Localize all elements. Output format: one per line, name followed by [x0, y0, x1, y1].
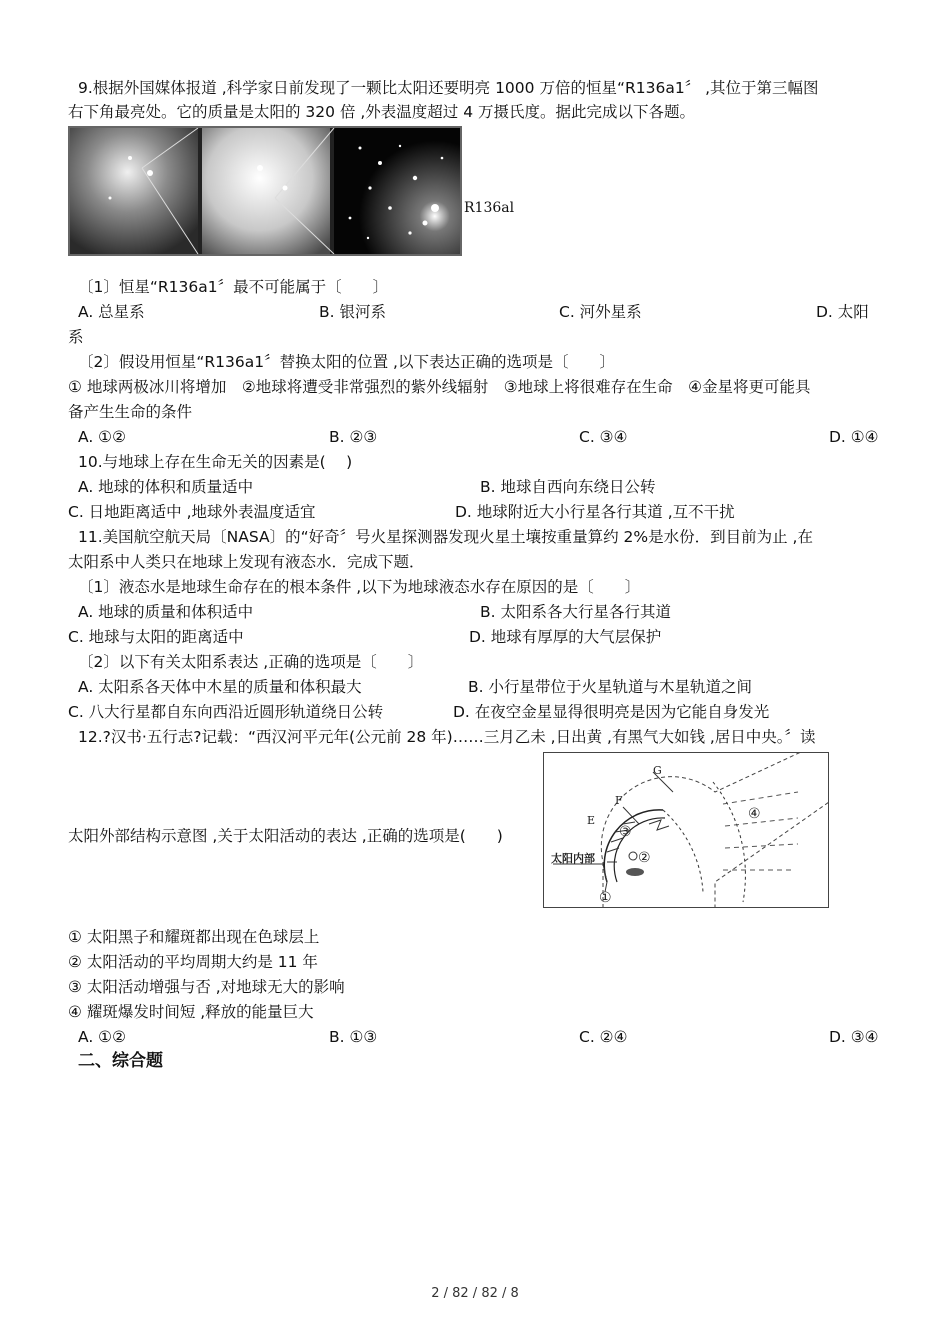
q9-sub1-question: 〔1〕恒星“R136a1〞最不可能属于〔 〕: [78, 278, 389, 296]
q11-sub1-option-b[interactable]: B. 太阳系各大行星各行其道: [480, 603, 671, 621]
q10-option-a[interactable]: A. 地球的体积和质量适中: [78, 478, 254, 496]
q11-sub1-option-c[interactable]: C. 地球与太阳的距离适中: [68, 628, 244, 646]
q9-sub1-option-a[interactable]: A. 总星系: [78, 303, 145, 321]
q9-sub2-option-b[interactable]: B. ②③: [329, 428, 378, 446]
q11-stem-line-2: 太阳系中人类只在地球上发现有液态水．完成下题．: [68, 553, 425, 571]
q11-sub1-option-a[interactable]: A. 地球的质量和体积适中: [78, 603, 254, 621]
q9-sub1-option-d-wrap: 系: [68, 328, 84, 346]
diagram-label-g: G: [653, 764, 662, 777]
q12-statement-3: ③ 太阳活动增强与否 ,对地球无大的影响: [68, 978, 345, 996]
q9-sub1-option-c[interactable]: C. 河外星系: [559, 303, 642, 321]
diagram-label-2: ②: [638, 850, 651, 866]
q11-sub1-option-d[interactable]: D. 地球有厚厚的大气层保护: [469, 628, 662, 646]
q9-sub2-option-a[interactable]: A. ①②: [78, 428, 126, 446]
diagram-label-4: ④: [748, 806, 761, 822]
q10-question: 10.与地球上存在生命无关的因素是( ): [78, 453, 353, 471]
q12-stem-line-1: 12.?汉书·五行志?记载：“西汉河平元年(公元前 28 年)……三月乙未 ,日出黄 ,有黑气大如钱 ,居日中央。〞读: [78, 728, 816, 746]
q9-sub1-option-b[interactable]: B. 银河系: [319, 303, 386, 321]
sun-structure-diagram: [543, 752, 829, 908]
q11-sub2-question: 〔2〕以下有关太阳系表达 ,正确的选项是〔 〕: [78, 653, 424, 671]
photo-panel-2: [202, 128, 330, 254]
photo-star-label: R136al: [464, 200, 515, 216]
diagram-label-e: E: [587, 814, 596, 827]
q12-option-b[interactable]: B. ①③: [329, 1028, 378, 1046]
diagram-label-3: ③: [619, 824, 632, 840]
q9-sub2-statements-line-2: 备产生生命的条件: [68, 403, 193, 421]
q9-sub2-question: 〔2〕假设用恒星“R136a1〞替换太阳的位置 ,以下表达正确的选项是〔 〕: [78, 353, 615, 371]
q9-sub2-option-d[interactable]: D. ①④: [829, 428, 879, 446]
photo-panel-3: [334, 128, 460, 254]
q10-option-c[interactable]: C. 日地距离适中 ,地球外表温度适宜: [68, 503, 316, 521]
q12-statement-2: ② 太阳活动的平均周期大约是 11 年: [68, 953, 318, 971]
q11-sub2-option-c[interactable]: C. 八大行星都自东向西沿近圆形轨道绕日公转: [68, 703, 384, 721]
q9-sub1-option-d[interactable]: D. 太阳: [816, 303, 869, 321]
q12-statement-4: ④ 耀斑爆发时间短 ,释放的能量巨大: [68, 1003, 314, 1021]
star-field-photo: [68, 126, 462, 256]
q12-option-a[interactable]: A. ①②: [78, 1028, 126, 1046]
section-title: 二、综合题: [78, 1051, 163, 1071]
photo-panel-1: [70, 128, 198, 254]
q12-option-c[interactable]: C. ②④: [579, 1028, 628, 1046]
page-footer: 2 / 82 / 82 / 8: [431, 1286, 519, 1301]
sun-structure-svg: [543, 752, 829, 908]
q10-option-b[interactable]: B. 地球自西向东绕日公转: [480, 478, 656, 496]
q12-stem-line-2: 太阳外部结构示意图 ,关于太阳活动的表达 ,正确的选项是( ): [68, 827, 503, 845]
q11-sub2-option-b[interactable]: B. 小行星带位于火星轨道与木星轨道之间: [468, 678, 752, 696]
q9-stem-line-1: 9.根据外国媒体报道 ,科学家日前发现了一颗比太阳还要明亮 1000 万倍的恒星“R136a1〞 ,其位于第三幅图: [78, 79, 819, 97]
q12-statement-1: ① 太阳黑子和耀斑都出现在色球层上: [68, 928, 320, 946]
q9-sub2-option-c[interactable]: C. ③④: [579, 428, 628, 446]
q9-sub2-statements-line-1: ① 地球两极冰川将增加 ②地球将遭受非常强烈的紫外线辐射 ③地球上将很难存在生命 ④金星将更可能具: [68, 378, 811, 396]
q11-sub1-question: 〔1〕液态水是地球生命存在的根本条件 ,以下为地球液态水存在原因的是〔 〕: [78, 578, 641, 596]
diagram-label-1: ①: [599, 890, 612, 906]
q11-sub2-option-d[interactable]: D. 在夜空金星显得很明亮是因为它能自身发光: [453, 703, 770, 721]
star-field-image: [70, 128, 460, 254]
q11-sub2-option-a[interactable]: A. 太阳系各天体中木星的质量和体积最大: [78, 678, 362, 696]
q11-stem-line-1: 11.美国航空航天局〔NASA〕的“好奇〞号火星探测器发现火星土壤按重量算约 2%是水份．到目前为止 ,在: [78, 528, 813, 546]
diagram-label-sun-interior: 太阳内部: [551, 852, 595, 865]
q9-stem-line-2: 右下角最亮处。它的质量是太阳的 320 倍 ,外表温度超过 4 万摄氏度。据此完成以下各题。: [68, 103, 696, 121]
diagram-label-f: F: [615, 794, 623, 807]
q10-option-d[interactable]: D. 地球附近大小行星各行其道 ,互不干扰: [455, 503, 735, 521]
q12-option-d[interactable]: D. ③④: [829, 1028, 879, 1046]
